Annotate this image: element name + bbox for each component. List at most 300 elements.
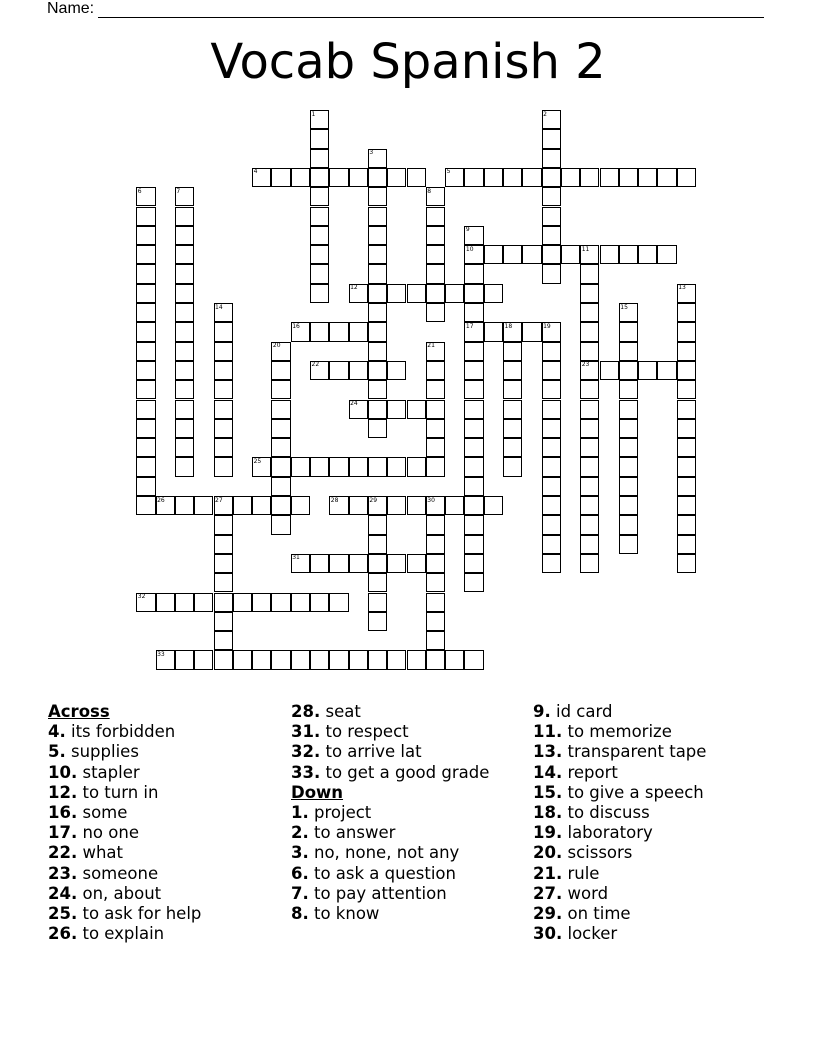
- grid-cell[interactable]: [426, 554, 445, 573]
- grid-cell[interactable]: [214, 361, 233, 380]
- grid-cell[interactable]: [580, 361, 599, 380]
- grid-cell[interactable]: [407, 496, 426, 515]
- grid-cell[interactable]: [542, 129, 561, 148]
- grid-cell[interactable]: [580, 496, 599, 515]
- grid-cell[interactable]: [464, 322, 483, 341]
- grid-cell[interactable]: [677, 400, 696, 419]
- grid-cell[interactable]: [136, 284, 155, 303]
- grid-cell[interactable]: [484, 168, 503, 187]
- grid-cell[interactable]: [580, 245, 599, 264]
- grid-cell[interactable]: [426, 515, 445, 534]
- grid-cell[interactable]: [368, 264, 387, 283]
- grid-cell[interactable]: [619, 457, 638, 476]
- grid-cell[interactable]: [426, 187, 445, 206]
- grid-cell[interactable]: [600, 168, 619, 187]
- grid-cell[interactable]: [677, 284, 696, 303]
- grid-cell[interactable]: [175, 380, 194, 399]
- grid-cell[interactable]: [580, 535, 599, 554]
- grid-cell[interactable]: [387, 400, 406, 419]
- grid-cell[interactable]: [214, 438, 233, 457]
- grid-cell[interactable]: [542, 342, 561, 361]
- grid-cell[interactable]: [387, 554, 406, 573]
- grid-cell[interactable]: [271, 168, 290, 187]
- grid-cell[interactable]: [329, 496, 348, 515]
- grid-cell[interactable]: [310, 168, 329, 187]
- grid-cell[interactable]: [542, 264, 561, 283]
- grid-cell[interactable]: [580, 168, 599, 187]
- grid-cell[interactable]: [619, 245, 638, 264]
- grid-cell[interactable]: [136, 187, 155, 206]
- grid-cell[interactable]: [252, 496, 271, 515]
- grid-cell[interactable]: [542, 477, 561, 496]
- grid-cell[interactable]: [271, 438, 290, 457]
- grid-cell[interactable]: [677, 303, 696, 322]
- grid-cell[interactable]: [368, 207, 387, 226]
- grid-cell[interactable]: [310, 650, 329, 669]
- grid-cell[interactable]: [271, 380, 290, 399]
- grid-cell[interactable]: [214, 419, 233, 438]
- grid-cell[interactable]: [503, 438, 522, 457]
- grid-cell[interactable]: [464, 438, 483, 457]
- grid-cell[interactable]: [136, 342, 155, 361]
- grid-cell[interactable]: [271, 496, 290, 515]
- grid-cell[interactable]: [368, 419, 387, 438]
- grid-cell[interactable]: [136, 419, 155, 438]
- grid-cell[interactable]: [310, 207, 329, 226]
- grid-cell[interactable]: [387, 496, 406, 515]
- grid-cell[interactable]: [503, 457, 522, 476]
- grid-cell[interactable]: [464, 264, 483, 283]
- grid-cell[interactable]: [657, 168, 676, 187]
- grid-cell[interactable]: [503, 361, 522, 380]
- grid-cell[interactable]: [136, 245, 155, 264]
- grid-cell[interactable]: [464, 477, 483, 496]
- grid-cell[interactable]: [522, 245, 541, 264]
- grid-cell[interactable]: [580, 515, 599, 534]
- grid-cell[interactable]: [542, 419, 561, 438]
- grid-cell[interactable]: [542, 110, 561, 129]
- grid-cell[interactable]: [464, 400, 483, 419]
- grid-cell[interactable]: [580, 264, 599, 283]
- grid-cell[interactable]: [522, 322, 541, 341]
- grid-cell[interactable]: [349, 400, 368, 419]
- grid-cell[interactable]: [310, 187, 329, 206]
- grid-cell[interactable]: [387, 284, 406, 303]
- grid-cell[interactable]: [677, 535, 696, 554]
- grid-cell[interactable]: [291, 554, 310, 573]
- grid-cell[interactable]: [271, 342, 290, 361]
- grid-cell[interactable]: [464, 419, 483, 438]
- grid-cell[interactable]: [194, 496, 213, 515]
- grid-cell[interactable]: [368, 361, 387, 380]
- grid-cell[interactable]: [291, 322, 310, 341]
- grid-cell[interactable]: [677, 457, 696, 476]
- grid-cell[interactable]: [368, 400, 387, 419]
- grid-cell[interactable]: [175, 361, 194, 380]
- grid-cell[interactable]: [503, 342, 522, 361]
- grid-cell[interactable]: [214, 457, 233, 476]
- grid-cell[interactable]: [271, 457, 290, 476]
- grid-cell[interactable]: [464, 168, 483, 187]
- grid-cell[interactable]: [368, 496, 387, 515]
- grid-cell[interactable]: [329, 593, 348, 612]
- grid-cell[interactable]: [368, 573, 387, 592]
- grid-cell[interactable]: [484, 245, 503, 264]
- grid-cell[interactable]: [638, 245, 657, 264]
- grid-cell[interactable]: [310, 226, 329, 245]
- grid-cell[interactable]: [175, 303, 194, 322]
- grid-cell[interactable]: [368, 457, 387, 476]
- grid-cell[interactable]: [291, 168, 310, 187]
- grid-cell[interactable]: [368, 380, 387, 399]
- grid-cell[interactable]: [291, 457, 310, 476]
- grid-cell[interactable]: [271, 361, 290, 380]
- grid-cell[interactable]: [271, 593, 290, 612]
- grid-cell[interactable]: [561, 168, 580, 187]
- grid-cell[interactable]: [426, 400, 445, 419]
- grid-cell[interactable]: [445, 284, 464, 303]
- grid-cell[interactable]: [542, 400, 561, 419]
- grid-cell[interactable]: [310, 129, 329, 148]
- grid-cell[interactable]: [426, 573, 445, 592]
- grid-cell[interactable]: [310, 284, 329, 303]
- grid-cell[interactable]: [310, 264, 329, 283]
- grid-cell[interactable]: [542, 515, 561, 534]
- grid-cell[interactable]: [252, 168, 271, 187]
- grid-cell[interactable]: [175, 400, 194, 419]
- grid-cell[interactable]: [407, 400, 426, 419]
- grid-cell[interactable]: [561, 245, 580, 264]
- grid-cell[interactable]: [619, 400, 638, 419]
- grid-cell[interactable]: [677, 380, 696, 399]
- grid-cell[interactable]: [464, 226, 483, 245]
- grid-cell[interactable]: [349, 554, 368, 573]
- grid-cell[interactable]: [619, 380, 638, 399]
- name-field[interactable]: [98, 3, 764, 18]
- grid-cell[interactable]: [214, 496, 233, 515]
- grid-cell[interactable]: [368, 284, 387, 303]
- grid-cell[interactable]: [619, 438, 638, 457]
- grid-cell[interactable]: [503, 419, 522, 438]
- grid-cell[interactable]: [542, 457, 561, 476]
- grid-cell[interactable]: [580, 284, 599, 303]
- grid-cell[interactable]: [580, 554, 599, 573]
- grid-cell[interactable]: [484, 284, 503, 303]
- grid-cell[interactable]: [387, 168, 406, 187]
- grid-cell[interactable]: [368, 226, 387, 245]
- grid-cell[interactable]: [542, 322, 561, 341]
- grid-cell[interactable]: [136, 361, 155, 380]
- grid-cell[interactable]: [464, 515, 483, 534]
- grid-cell[interactable]: [677, 322, 696, 341]
- grid-cell[interactable]: [214, 303, 233, 322]
- grid-cell[interactable]: [638, 168, 657, 187]
- grid-cell[interactable]: [580, 303, 599, 322]
- grid-cell[interactable]: [271, 419, 290, 438]
- grid-cell[interactable]: [175, 650, 194, 669]
- grid-cell[interactable]: [136, 380, 155, 399]
- grid-cell[interactable]: [368, 612, 387, 631]
- grid-cell[interactable]: [464, 457, 483, 476]
- grid-cell[interactable]: [542, 535, 561, 554]
- grid-cell[interactable]: [426, 207, 445, 226]
- grid-cell[interactable]: [329, 322, 348, 341]
- grid-cell[interactable]: [310, 593, 329, 612]
- grid-cell[interactable]: [329, 457, 348, 476]
- grid-cell[interactable]: [136, 593, 155, 612]
- grid-cell[interactable]: [136, 226, 155, 245]
- grid-cell[interactable]: [542, 380, 561, 399]
- grid-cell[interactable]: [291, 593, 310, 612]
- grid-cell[interactable]: [368, 515, 387, 534]
- grid-cell[interactable]: [503, 245, 522, 264]
- grid-cell[interactable]: [464, 496, 483, 515]
- grid-cell[interactable]: [677, 554, 696, 573]
- grid-cell[interactable]: [580, 477, 599, 496]
- grid-cell[interactable]: [657, 361, 676, 380]
- grid-cell[interactable]: [619, 303, 638, 322]
- grid-cell[interactable]: [542, 207, 561, 226]
- grid-cell[interactable]: [136, 303, 155, 322]
- grid-cell[interactable]: [214, 535, 233, 554]
- grid-cell[interactable]: [464, 342, 483, 361]
- grid-cell[interactable]: [214, 573, 233, 592]
- grid-cell[interactable]: [349, 168, 368, 187]
- grid-cell[interactable]: [291, 650, 310, 669]
- grid-cell[interactable]: [407, 168, 426, 187]
- grid-cell[interactable]: [368, 554, 387, 573]
- grid-cell[interactable]: [349, 284, 368, 303]
- grid-cell[interactable]: [291, 496, 310, 515]
- grid-cell[interactable]: [580, 380, 599, 399]
- grid-cell[interactable]: [426, 264, 445, 283]
- grid-cell[interactable]: [580, 322, 599, 341]
- grid-cell[interactable]: [426, 380, 445, 399]
- grid-cell[interactable]: [426, 612, 445, 631]
- grid-cell[interactable]: [214, 554, 233, 573]
- grid-cell[interactable]: [407, 457, 426, 476]
- grid-cell[interactable]: [542, 245, 561, 264]
- grid-cell[interactable]: [619, 535, 638, 554]
- grid-cell[interactable]: [426, 496, 445, 515]
- grid-cell[interactable]: [503, 400, 522, 419]
- grid-cell[interactable]: [368, 535, 387, 554]
- grid-cell[interactable]: [580, 400, 599, 419]
- grid-cell[interactable]: [310, 110, 329, 129]
- grid-cell[interactable]: [407, 650, 426, 669]
- grid-cell[interactable]: [233, 496, 252, 515]
- grid-cell[interactable]: [368, 593, 387, 612]
- grid-cell[interactable]: [175, 264, 194, 283]
- grid-cell[interactable]: [214, 322, 233, 341]
- grid-cell[interactable]: [136, 438, 155, 457]
- grid-cell[interactable]: [600, 361, 619, 380]
- grid-cell[interactable]: [619, 322, 638, 341]
- grid-cell[interactable]: [175, 322, 194, 341]
- grid-cell[interactable]: [175, 457, 194, 476]
- grid-cell[interactable]: [426, 457, 445, 476]
- grid-cell[interactable]: [657, 245, 676, 264]
- grid-cell[interactable]: [484, 322, 503, 341]
- grid-cell[interactable]: [214, 631, 233, 650]
- grid-cell[interactable]: [677, 342, 696, 361]
- grid-cell[interactable]: [426, 342, 445, 361]
- grid-cell[interactable]: [619, 419, 638, 438]
- grid-cell[interactable]: [619, 361, 638, 380]
- grid-cell[interactable]: [136, 496, 155, 515]
- grid-cell[interactable]: [426, 284, 445, 303]
- grid-cell[interactable]: [638, 361, 657, 380]
- grid-cell[interactable]: [368, 149, 387, 168]
- grid-cell[interactable]: [175, 207, 194, 226]
- grid-cell[interactable]: [580, 342, 599, 361]
- grid-cell[interactable]: [175, 226, 194, 245]
- grid-cell[interactable]: [677, 419, 696, 438]
- grid-cell[interactable]: [503, 168, 522, 187]
- grid-cell[interactable]: [426, 593, 445, 612]
- grid-cell[interactable]: [310, 245, 329, 264]
- grid-cell[interactable]: [445, 650, 464, 669]
- grid-cell[interactable]: [329, 554, 348, 573]
- grid-cell[interactable]: [542, 187, 561, 206]
- grid-cell[interactable]: [214, 593, 233, 612]
- grid-cell[interactable]: [464, 650, 483, 669]
- grid-cell[interactable]: [194, 650, 213, 669]
- grid-cell[interactable]: [136, 264, 155, 283]
- grid-cell[interactable]: [175, 284, 194, 303]
- grid-cell[interactable]: [214, 515, 233, 534]
- grid-cell[interactable]: [349, 457, 368, 476]
- grid-cell[interactable]: [156, 593, 175, 612]
- grid-cell[interactable]: [464, 380, 483, 399]
- grid-cell[interactable]: [426, 438, 445, 457]
- grid-cell[interactable]: [464, 554, 483, 573]
- grid-cell[interactable]: [387, 650, 406, 669]
- grid-cell[interactable]: [677, 438, 696, 457]
- grid-cell[interactable]: [677, 477, 696, 496]
- grid-cell[interactable]: [580, 457, 599, 476]
- grid-cell[interactable]: [619, 342, 638, 361]
- grid-cell[interactable]: [677, 515, 696, 534]
- grid-cell[interactable]: [329, 650, 348, 669]
- grid-cell[interactable]: [542, 438, 561, 457]
- grid-cell[interactable]: [503, 380, 522, 399]
- grid-cell[interactable]: [349, 322, 368, 341]
- grid-cell[interactable]: [484, 496, 503, 515]
- grid-cell[interactable]: [214, 380, 233, 399]
- grid-cell[interactable]: [522, 168, 541, 187]
- grid-cell[interactable]: [194, 593, 213, 612]
- grid-cell[interactable]: [136, 322, 155, 341]
- grid-cell[interactable]: [542, 496, 561, 515]
- grid-cell[interactable]: [271, 477, 290, 496]
- grid-cell[interactable]: [310, 554, 329, 573]
- grid-cell[interactable]: [310, 361, 329, 380]
- grid-cell[interactable]: [175, 419, 194, 438]
- grid-cell[interactable]: [445, 496, 464, 515]
- grid-cell[interactable]: [426, 303, 445, 322]
- grid-cell[interactable]: [271, 515, 290, 534]
- grid-cell[interactable]: [619, 496, 638, 515]
- grid-cell[interactable]: [368, 650, 387, 669]
- grid-cell[interactable]: [175, 496, 194, 515]
- grid-cell[interactable]: [387, 457, 406, 476]
- grid-cell[interactable]: [368, 187, 387, 206]
- grid-cell[interactable]: [349, 361, 368, 380]
- grid-cell[interactable]: [600, 245, 619, 264]
- grid-cell[interactable]: [407, 554, 426, 573]
- grid-cell[interactable]: [214, 612, 233, 631]
- grid-cell[interactable]: [426, 245, 445, 264]
- grid-cell[interactable]: [175, 593, 194, 612]
- grid-cell[interactable]: [368, 168, 387, 187]
- grid-cell[interactable]: [464, 535, 483, 554]
- grid-cell[interactable]: [677, 168, 696, 187]
- grid-cell[interactable]: [426, 361, 445, 380]
- grid-cell[interactable]: [310, 149, 329, 168]
- grid-cell[interactable]: [271, 400, 290, 419]
- grid-cell[interactable]: [349, 650, 368, 669]
- grid-cell[interactable]: [464, 573, 483, 592]
- grid-cell[interactable]: [677, 361, 696, 380]
- grid-cell[interactable]: [271, 650, 290, 669]
- grid-cell[interactable]: [426, 535, 445, 554]
- grid-cell[interactable]: [233, 593, 252, 612]
- grid-cell[interactable]: [445, 168, 464, 187]
- grid-cell[interactable]: [426, 226, 445, 245]
- grid-cell[interactable]: [677, 496, 696, 515]
- grid-cell[interactable]: [619, 515, 638, 534]
- grid-cell[interactable]: [464, 361, 483, 380]
- grid-cell[interactable]: [252, 593, 271, 612]
- grid-cell[interactable]: [368, 303, 387, 322]
- grid-cell[interactable]: [580, 438, 599, 457]
- grid-cell[interactable]: [542, 149, 561, 168]
- grid-cell[interactable]: [619, 168, 638, 187]
- grid-cell[interactable]: [542, 168, 561, 187]
- grid-cell[interactable]: [368, 245, 387, 264]
- grid-cell[interactable]: [426, 419, 445, 438]
- grid-cell[interactable]: [426, 650, 445, 669]
- grid-cell[interactable]: [368, 342, 387, 361]
- grid-cell[interactable]: [503, 322, 522, 341]
- grid-cell[interactable]: [580, 419, 599, 438]
- grid-cell[interactable]: [252, 650, 271, 669]
- grid-cell[interactable]: [368, 322, 387, 341]
- grid-cell[interactable]: [329, 361, 348, 380]
- grid-cell[interactable]: [464, 303, 483, 322]
- grid-cell[interactable]: [175, 438, 194, 457]
- grid-cell[interactable]: [175, 187, 194, 206]
- grid-cell[interactable]: [233, 650, 252, 669]
- grid-cell[interactable]: [349, 496, 368, 515]
- grid-cell[interactable]: [310, 457, 329, 476]
- grid-cell[interactable]: [175, 245, 194, 264]
- grid-cell[interactable]: [214, 400, 233, 419]
- grid-cell[interactable]: [619, 477, 638, 496]
- grid-cell[interactable]: [156, 650, 175, 669]
- grid-cell[interactable]: [136, 457, 155, 476]
- grid-cell[interactable]: [542, 554, 561, 573]
- grid-cell[interactable]: [136, 400, 155, 419]
- grid-cell[interactable]: [156, 496, 175, 515]
- grid-cell[interactable]: [252, 457, 271, 476]
- grid-cell[interactable]: [464, 284, 483, 303]
- grid-cell[interactable]: [426, 631, 445, 650]
- grid-cell[interactable]: [310, 322, 329, 341]
- grid-cell[interactable]: [542, 361, 561, 380]
- grid-cell[interactable]: [175, 342, 194, 361]
